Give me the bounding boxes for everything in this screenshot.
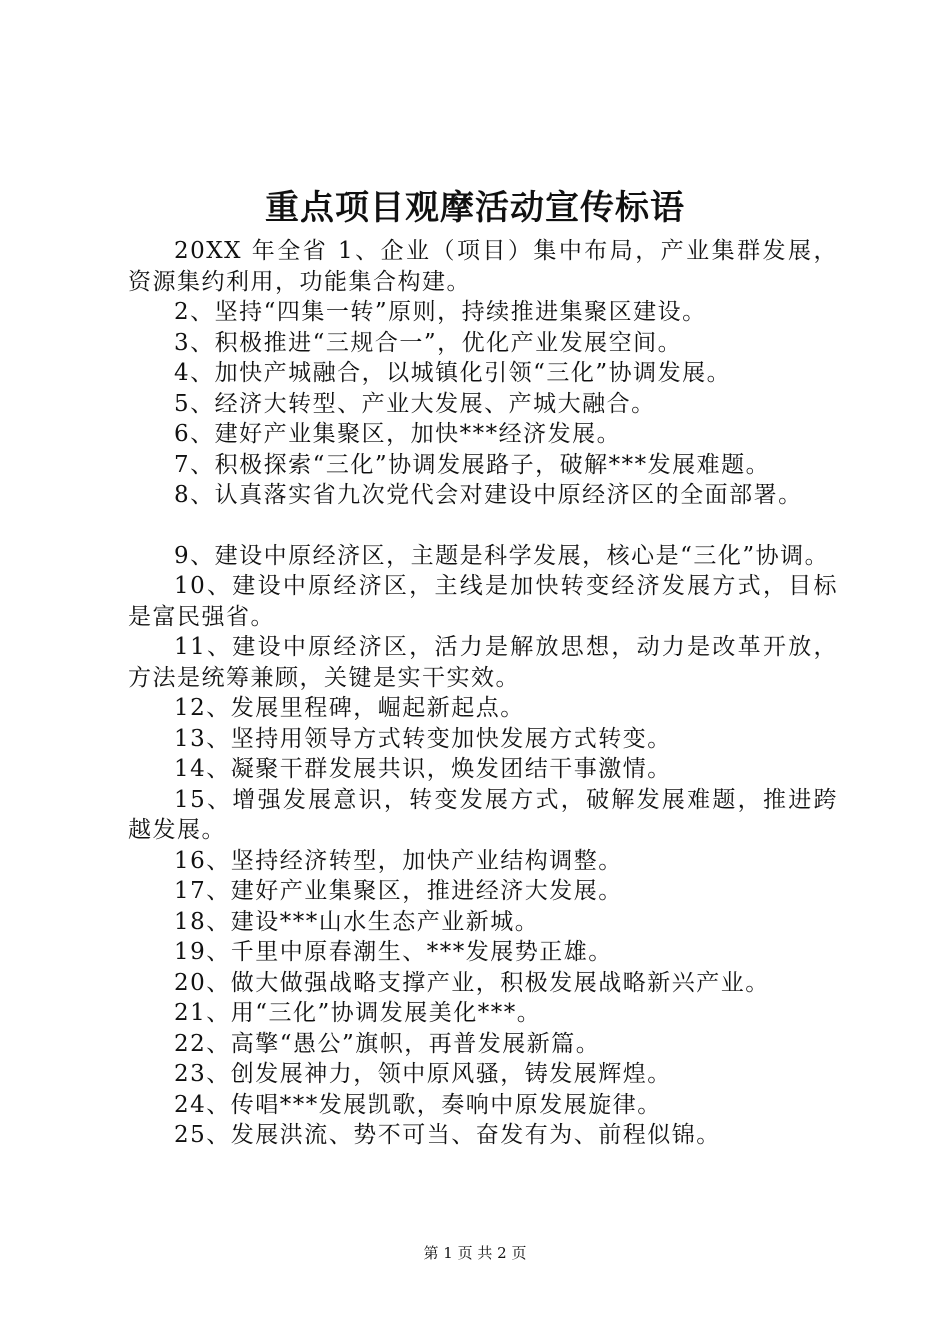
- slogan-paragraph: 16、坚持经济转型，加快产业结构调整。: [174, 847, 623, 874]
- slogan-paragraph: 8、认真落实省九次党代会对建设中原经济区的全面部署。: [174, 482, 803, 508]
- slogan-paragraph: 25、发展洪流、势不可当、奋发有为、前程似锦。: [174, 1122, 721, 1148]
- slogan-paragraph: 5、经济大转型、产业大发展、产城大融合。: [174, 390, 656, 417]
- slogan-paragraph: 13、坚持用领导方式转变加快发展方式转变。: [174, 725, 672, 752]
- slogan-paragraph: 9、建设中原经济区，主题是科学发展，核心是“三化”协调。: [174, 542, 830, 569]
- slogan-paragraph: 20、做大做强战略支撑产业，积极发展战略新兴产业。: [174, 969, 770, 996]
- slogan-paragraph: 24、传唱***发展凯歌，奏响中原发展旋律。: [174, 1091, 662, 1118]
- page-footer: 第 1 页 共 2 页: [423, 1244, 527, 1262]
- slogan-paragraph: 12、发展里程碑，崛起新起点。: [174, 695, 525, 721]
- document-body: [128, 236, 838, 1151]
- slogan-paragraph: 22、高擎“愚公”旗帜，再普发展新篇。: [174, 1030, 601, 1057]
- slogan-paragraph: 6、建好产业集聚区，加快***经济发展。: [174, 421, 622, 447]
- slogan-paragraph: 15、增强发展意识，转变发展方式，破解发展难题，推进跨越发展。: [128, 786, 838, 843]
- slogan-paragraph: 21、用“三化”协调发展美化***。: [174, 1000, 542, 1026]
- slogan-paragraph: 2、坚持“四集一转”原则，持续推进集聚区建设。: [174, 299, 707, 325]
- slogan-paragraph: 18、建设***山水生态产业新城。: [174, 908, 540, 935]
- slogan-paragraph: 14、凝聚干群发展共识，焕发团结干事激情。: [174, 756, 672, 782]
- slogan-paragraph: 7、积极探索“三化”协调发展路子，破解***发展难题。: [174, 451, 771, 478]
- document-title: 重点项目观摩活动宣传标语: [265, 188, 685, 228]
- slogan-paragraph: 19、千里中原春潮生、***发展势正雄。: [174, 939, 613, 965]
- slogan-paragraph: 3、积极推进“三规合一”，优化产业发展空间。: [174, 329, 683, 356]
- slogan-paragraph: 17、建好产业集聚区，推进经济大发展。: [174, 878, 623, 904]
- slogan-paragraph: 23、创发展神力，领中原风骚，铸发展辉煌。: [174, 1061, 672, 1087]
- slogan-paragraph: 20XX 年全省 1、企业（项目）集中布局，产业集群发展，资源集约利用，功能集合构建。: [128, 238, 838, 295]
- slogan-paragraph: 10、建设中原经济区，主线是加快转变经济发展方式，目标是富民强省。: [128, 573, 838, 630]
- slogan-paragraph: 11、建设中原经济区，活力是解放思想，动力是改革开放，方法是统筹兼顾，关键是实干实效。: [128, 634, 838, 691]
- slogan-paragraph: 4、加快产城融合，以城镇化引领“三化”协调发展。: [174, 360, 732, 386]
